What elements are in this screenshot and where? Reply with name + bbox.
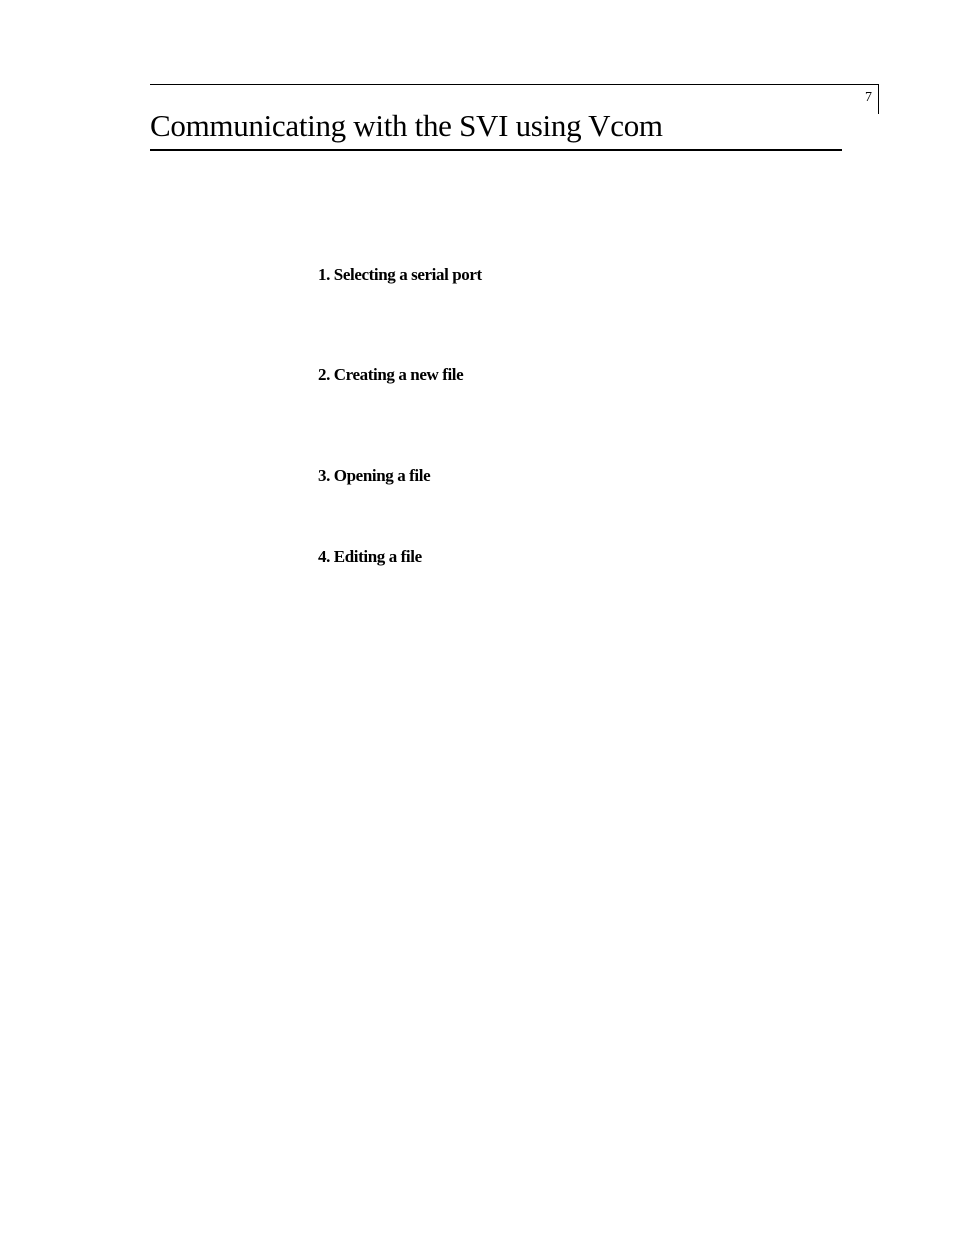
page-number: 7 <box>865 90 872 105</box>
topic-item: 3. Opening a file <box>318 466 431 485</box>
topic-item: 1. Selecting a serial port <box>318 265 482 284</box>
topic-item: 4. Editing a file <box>318 547 422 566</box>
chapter-title: Communicating with the SVI using Vcom <box>150 106 842 151</box>
header-corner-rule <box>878 84 879 114</box>
topic-item: 2. Creating a new file <box>318 365 464 384</box>
header-rule <box>150 84 879 85</box>
